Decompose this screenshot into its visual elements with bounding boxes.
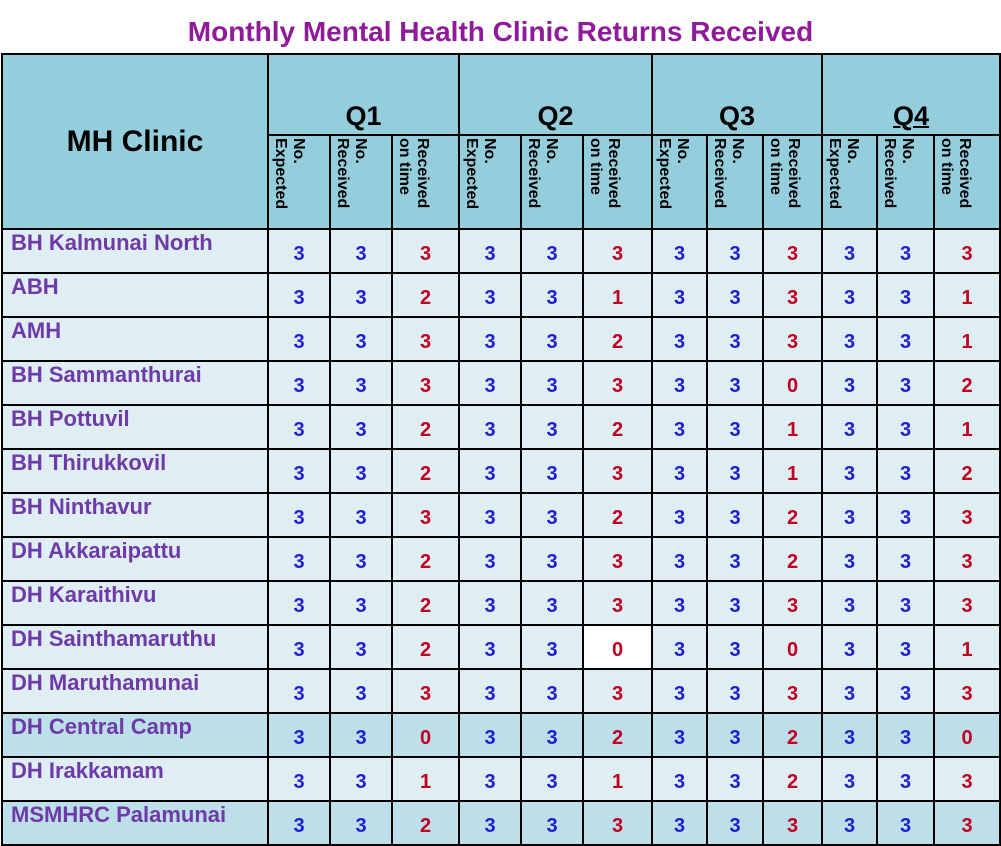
cell-q1-expected: 3	[268, 449, 330, 493]
sub-header-q2-received-on-time	[583, 135, 652, 229]
cell-q3-received: 3	[707, 273, 763, 317]
cell-q4-received-on-time: 3	[934, 493, 1000, 537]
cell-q2-expected: 3	[459, 361, 521, 405]
table-row	[2, 361, 1000, 405]
cell-q1-received-on-time: 2	[392, 801, 459, 845]
cell-q2-expected: 3	[459, 405, 521, 449]
cell-q4-received-on-time: 3	[934, 669, 1000, 713]
cell-q4-received-on-time: 3	[934, 757, 1000, 801]
cell-q1-received: 3	[330, 273, 392, 317]
cell-q3-received: 3	[707, 449, 763, 493]
cell-q2-received: 3	[521, 757, 583, 801]
cell-q1-expected: 3	[268, 669, 330, 713]
cell-q1-received: 3	[330, 581, 392, 625]
sub-header-label: No. Expected	[656, 138, 692, 210]
cell-q1-received: 3	[330, 361, 392, 405]
cell-q1-expected: 3	[268, 361, 330, 405]
cell-q2-expected: 3	[459, 229, 521, 273]
cell-q2-received: 3	[521, 273, 583, 317]
cell-q4-received-on-time: 3	[934, 229, 1000, 273]
table-row	[2, 449, 1000, 493]
cell-q4-received: 3	[877, 581, 934, 625]
cell-q1-expected: 3	[268, 493, 330, 537]
cell-q2-received: 3	[521, 229, 583, 273]
cell-q2-received: 3	[521, 625, 583, 669]
cell-q3-expected: 3	[652, 229, 707, 273]
sub-header-q4-received-on-time	[934, 135, 1000, 229]
clinic-name: DH Sainthamaruthu	[2, 625, 268, 669]
cell-q4-received-on-time: 2	[934, 449, 1000, 493]
cell-q4-received-on-time: 3	[934, 801, 1000, 845]
clinic-name: ABH	[2, 273, 268, 317]
clinic-name: BH Ninthavur	[2, 493, 268, 537]
sub-header-label: No. Received	[334, 138, 369, 209]
cell-q4-received: 3	[877, 317, 934, 361]
cell-q3-received-on-time: 0	[763, 625, 822, 669]
cell-q4-expected: 3	[822, 757, 877, 801]
cell-q3-received-on-time: 1	[763, 405, 822, 449]
cell-q2-received: 3	[521, 361, 583, 405]
sub-header-q4-received	[877, 135, 934, 229]
cell-q3-received: 3	[707, 537, 763, 581]
cell-q3-received: 3	[707, 493, 763, 537]
cell-q3-received: 3	[707, 625, 763, 669]
cell-q2-received-on-time: 2	[583, 405, 652, 449]
cell-q1-expected: 3	[268, 581, 330, 625]
sub-header-q1-expected	[268, 135, 330, 229]
cell-q3-expected: 3	[652, 801, 707, 845]
cell-q4-received: 3	[877, 757, 934, 801]
cell-q2-expected: 3	[459, 625, 521, 669]
sub-header-label: Received on time	[938, 138, 974, 209]
sub-header-q3-expected	[652, 135, 707, 229]
cell-q3-received-on-time: 3	[763, 317, 822, 361]
cell-q3-received-on-time: 3	[763, 229, 822, 273]
cell-q2-received-on-time: 2	[583, 317, 652, 361]
clinic-name: DH Akkaraipattu	[2, 537, 268, 581]
cell-q1-received: 3	[330, 625, 392, 669]
quarter-header-q2: Q2	[459, 54, 652, 135]
cell-q4-expected: 3	[822, 581, 877, 625]
cell-q1-expected: 3	[268, 229, 330, 273]
cell-q3-received-on-time: 3	[763, 273, 822, 317]
cell-q3-expected: 3	[652, 625, 707, 669]
cell-q3-received-on-time: 2	[763, 537, 822, 581]
cell-q1-expected: 3	[268, 757, 330, 801]
cell-q4-received-on-time: 3	[934, 581, 1000, 625]
cell-q2-received-on-time: 3	[583, 801, 652, 845]
sub-header-label: Received on time	[767, 138, 803, 209]
cell-q2-expected: 3	[459, 757, 521, 801]
cell-q4-expected: 3	[822, 449, 877, 493]
cell-q3-expected: 3	[652, 449, 707, 493]
cell-q3-received-on-time: 1	[763, 449, 822, 493]
cell-q4-received-on-time: 2	[934, 361, 1000, 405]
sub-header-label: No. Received	[881, 138, 917, 209]
cell-q2-received-on-time: 1	[583, 757, 652, 801]
quarter-header-q4: Q4	[822, 54, 1000, 135]
cell-q1-received-on-time: 1	[392, 757, 459, 801]
cell-q1-expected: 3	[268, 537, 330, 581]
cell-q3-received: 3	[707, 581, 763, 625]
cell-q1-received-on-time: 2	[392, 449, 459, 493]
cell-q1-received: 3	[330, 449, 392, 493]
cell-q2-received-on-time: 1	[583, 273, 652, 317]
cell-q3-received-on-time: 2	[763, 757, 822, 801]
cell-q4-received: 3	[877, 713, 934, 757]
clinic-name: BH Thirukkovil	[2, 449, 268, 493]
cell-q4-received: 3	[877, 449, 934, 493]
cell-q4-received: 3	[877, 537, 934, 581]
sub-header-q3-received	[707, 135, 763, 229]
cell-q2-received-on-time: 3	[583, 229, 652, 273]
cell-q4-received-on-time: 0	[934, 713, 1000, 757]
sub-header-q2-received	[521, 135, 583, 229]
table-row	[2, 757, 1000, 801]
sub-header-label: No. Expected	[463, 138, 499, 210]
cell-q2-received-on-time: 3	[583, 581, 652, 625]
cell-q1-received-on-time: 3	[392, 317, 459, 361]
cell-q2-received-on-time: 3	[583, 537, 652, 581]
cell-q3-expected: 3	[652, 493, 707, 537]
sub-header-q1-received-on-time	[392, 135, 459, 229]
cell-q3-received: 3	[707, 229, 763, 273]
table-row	[2, 405, 1000, 449]
cell-q2-expected: 3	[459, 713, 521, 757]
cell-q2-expected: 3	[459, 537, 521, 581]
table-row	[2, 317, 1000, 361]
cell-q4-received: 3	[877, 493, 934, 537]
cell-q3-expected: 3	[652, 581, 707, 625]
cell-q4-expected: 3	[822, 493, 877, 537]
cell-q4-expected: 3	[822, 317, 877, 361]
sub-header-q2-expected	[459, 135, 521, 229]
cell-q1-expected: 3	[268, 625, 330, 669]
table-row	[2, 493, 1000, 537]
cell-q3-expected: 3	[652, 405, 707, 449]
cell-q1-received-on-time: 0	[392, 713, 459, 757]
cell-q1-received-on-time: 3	[392, 361, 459, 405]
clinic-name: DH Irakkamam	[2, 757, 268, 801]
clinic-name: DH Central Camp	[2, 713, 268, 757]
sub-header-label: Received on time	[587, 138, 623, 209]
cell-q1-received-on-time: 3	[392, 229, 459, 273]
sub-header-q1-received	[330, 135, 392, 229]
cell-q4-received: 3	[877, 669, 934, 713]
cell-q2-received-on-time: 2	[583, 713, 652, 757]
clinic-name: DH Maruthamunai	[2, 669, 268, 713]
table-row	[2, 229, 1000, 273]
table-row	[2, 581, 1000, 625]
cell-q2-received: 3	[521, 405, 583, 449]
cell-q2-expected: 3	[459, 317, 521, 361]
sub-header-q3-received-on-time	[763, 135, 822, 229]
cell-q2-expected: 3	[459, 801, 521, 845]
cell-q1-received: 3	[330, 669, 392, 713]
cell-q3-received: 3	[707, 669, 763, 713]
cell-q1-expected: 3	[268, 713, 330, 757]
cell-q4-received-on-time: 1	[934, 273, 1000, 317]
cell-q3-expected: 3	[652, 317, 707, 361]
cell-q4-expected: 3	[822, 229, 877, 273]
cell-q1-received: 3	[330, 493, 392, 537]
clinic-column-header: MH Clinic	[2, 54, 268, 229]
cell-q4-received-on-time: 3	[934, 537, 1000, 581]
clinic-name: BH Sammanthurai	[2, 361, 268, 405]
quarter-header-q1: Q1	[268, 54, 459, 135]
cell-q4-expected: 3	[822, 713, 877, 757]
cell-q4-received: 3	[877, 801, 934, 845]
clinic-name: BH Pottuvil	[2, 405, 268, 449]
cell-q1-expected: 3	[268, 405, 330, 449]
cell-q1-expected: 3	[268, 317, 330, 361]
cell-q1-received: 3	[330, 713, 392, 757]
clinic-name: AMH	[2, 317, 268, 361]
returns-table	[1, 53, 1001, 846]
sub-header-label: No. Expected	[826, 138, 862, 210]
cell-q4-expected: 3	[822, 405, 877, 449]
sub-header-q4-expected	[822, 135, 877, 229]
cell-q3-received-on-time: 2	[763, 493, 822, 537]
clinic-name: BH Kalmunai North	[2, 229, 268, 273]
cell-q1-received: 3	[330, 229, 392, 273]
cell-q2-received: 3	[521, 669, 583, 713]
cell-q2-expected: 3	[459, 493, 521, 537]
cell-q4-received-on-time: 1	[934, 317, 1000, 361]
cell-q3-received: 3	[707, 713, 763, 757]
cell-q3-expected: 3	[652, 273, 707, 317]
cell-q3-expected: 3	[652, 669, 707, 713]
cell-q2-received-on-time: 3	[583, 361, 652, 405]
cell-q2-received-on-time: 3	[583, 449, 652, 493]
cell-q2-received: 3	[521, 801, 583, 845]
cell-q3-received: 3	[707, 757, 763, 801]
sub-header-label: No. Received	[525, 138, 561, 209]
cell-q4-expected: 3	[822, 273, 877, 317]
cell-q2-received: 3	[521, 493, 583, 537]
cell-q3-received-on-time: 2	[763, 713, 822, 757]
table-body	[2, 229, 1000, 845]
cell-q4-received: 3	[877, 405, 934, 449]
cell-q1-expected: 3	[268, 801, 330, 845]
table-row	[2, 625, 1000, 669]
cell-q1-received: 3	[330, 537, 392, 581]
cell-q4-expected: 3	[822, 669, 877, 713]
table-row	[2, 713, 1000, 757]
cell-q1-received-on-time: 2	[392, 405, 459, 449]
cell-q4-received: 3	[877, 625, 934, 669]
cell-q2-expected: 3	[459, 669, 521, 713]
table-row	[2, 273, 1000, 317]
cell-q2-received: 3	[521, 449, 583, 493]
cell-q3-received-on-time: 3	[763, 669, 822, 713]
cell-q4-expected: 3	[822, 361, 877, 405]
cell-q1-expected: 3	[268, 273, 330, 317]
cell-q1-received-on-time: 2	[392, 273, 459, 317]
cell-q2-received: 3	[521, 537, 583, 581]
cell-q3-expected: 3	[652, 537, 707, 581]
cell-q2-received-on-time: 2	[583, 493, 652, 537]
cell-q2-received: 3	[521, 317, 583, 361]
cell-q1-received-on-time: 3	[392, 669, 459, 713]
sub-header-label: No. Expected	[272, 138, 307, 210]
cell-q4-received-on-time: 1	[934, 405, 1000, 449]
clinic-name: MSMHRC Palamunai	[2, 801, 268, 845]
cell-q1-received-on-time: 2	[392, 625, 459, 669]
cell-q1-received: 3	[330, 317, 392, 361]
cell-q3-expected: 3	[652, 757, 707, 801]
cell-q4-expected: 3	[822, 625, 877, 669]
cell-q3-received: 3	[707, 405, 763, 449]
cell-q2-received: 3	[521, 581, 583, 625]
cell-q3-received: 3	[707, 317, 763, 361]
cell-q4-received: 3	[877, 229, 934, 273]
cell-q2-received-on-time: 0	[583, 625, 652, 669]
clinic-name: DH Karaithivu	[2, 581, 268, 625]
sub-header-label: No. Received	[711, 138, 747, 209]
cell-q1-received: 3	[330, 405, 392, 449]
sub-header-label: Received on time	[396, 138, 431, 209]
cell-q2-expected: 3	[459, 581, 521, 625]
cell-q4-expected: 3	[822, 537, 877, 581]
cell-q2-expected: 3	[459, 273, 521, 317]
cell-q3-received: 3	[707, 801, 763, 845]
table-row	[2, 537, 1000, 581]
cell-q2-received: 3	[521, 713, 583, 757]
cell-q3-expected: 3	[652, 361, 707, 405]
cell-q3-received: 3	[707, 361, 763, 405]
cell-q1-received: 3	[330, 801, 392, 845]
cell-q3-received-on-time: 0	[763, 361, 822, 405]
cell-q3-received-on-time: 3	[763, 581, 822, 625]
cell-q4-received: 3	[877, 273, 934, 317]
cell-q1-received-on-time: 3	[392, 493, 459, 537]
cell-q3-expected: 3	[652, 713, 707, 757]
cell-q2-received-on-time: 3	[583, 669, 652, 713]
quarter-header-q3: Q3	[652, 54, 822, 135]
cell-q2-expected: 3	[459, 449, 521, 493]
cell-q1-received-on-time: 2	[392, 581, 459, 625]
cell-q1-received: 3	[330, 757, 392, 801]
page-title: Monthly Mental Health Clinic Returns Received	[187, 16, 814, 47]
table-row	[2, 801, 1000, 845]
cell-q4-received-on-time: 1	[934, 625, 1000, 669]
table-row	[2, 669, 1000, 713]
cell-q3-received-on-time: 3	[763, 801, 822, 845]
cell-q4-received: 3	[877, 361, 934, 405]
cell-q4-expected: 3	[822, 801, 877, 845]
cell-q1-received-on-time: 2	[392, 537, 459, 581]
